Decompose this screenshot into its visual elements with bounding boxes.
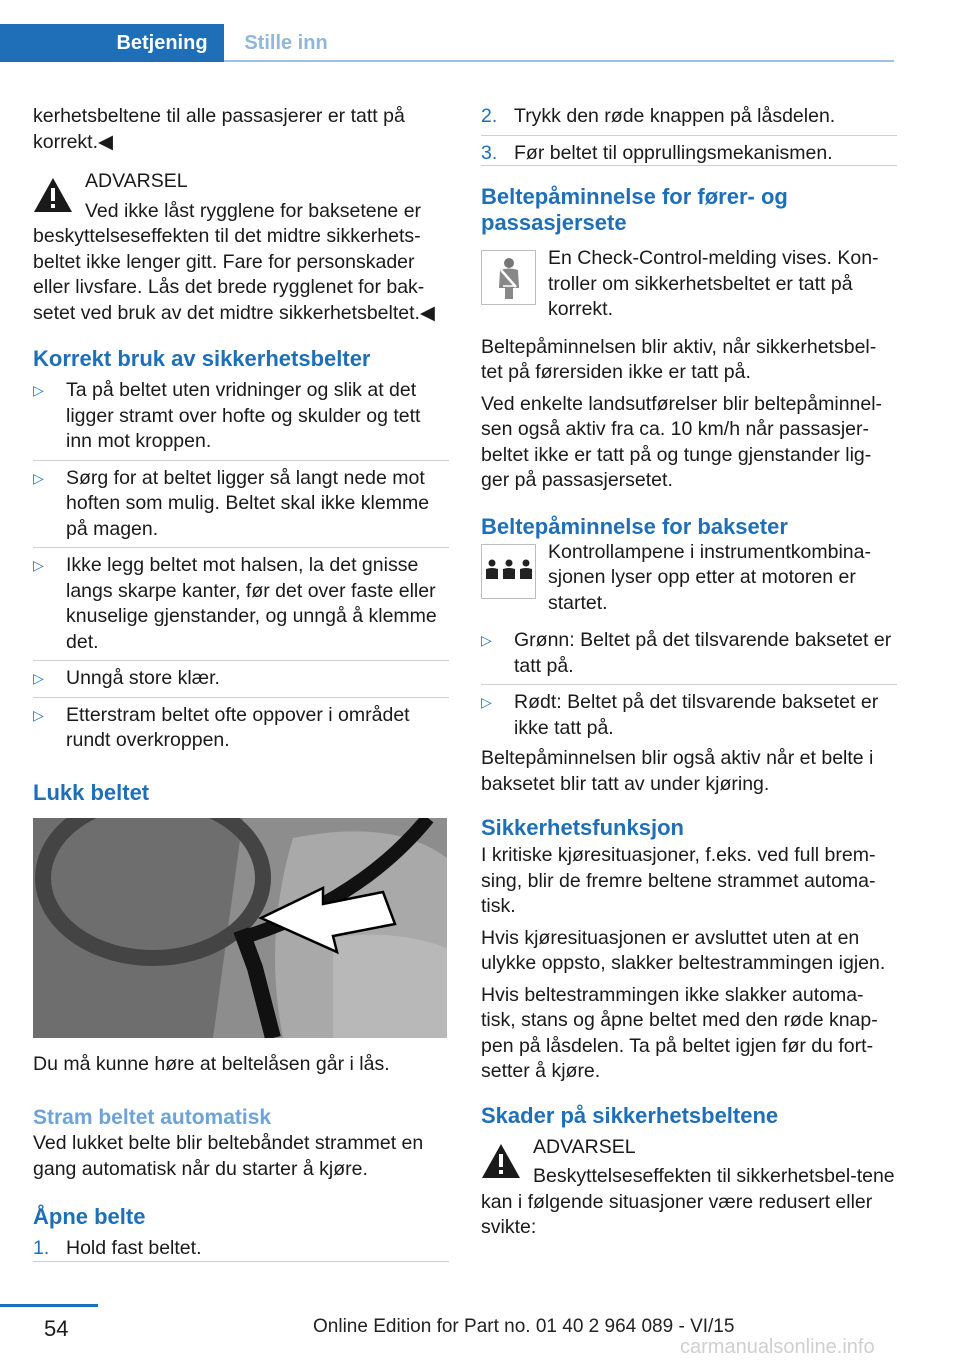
correct-use-list xyxy=(33,378,449,760)
warning-title: ADVARSEL xyxy=(85,170,188,192)
list-item: ▷ Rødt: Beltet på det tilsvarende baksetet er ikke tatt på. xyxy=(481,691,879,739)
list-item: ▷ Grønn: Beltet på det tilsvarende baksetet er tatt på. xyxy=(481,628,897,685)
rear-icon-block xyxy=(481,540,897,623)
watermark: carmanualsonline.info xyxy=(680,1336,875,1358)
rear-status-list xyxy=(481,628,897,741)
paragraph: Kontrollampene i instrumentkombina-sjonen lyser opp etter at motoren er startet. xyxy=(548,540,871,614)
list-item: ▷ Sørg for at beltet ligger så langt nede mot hoften som mulig. Beltet skal ikke klemme på magen. xyxy=(33,466,449,549)
triangle-bullet-icon: ▷ xyxy=(33,706,44,723)
triangle-bullet-icon: ▷ xyxy=(481,632,492,648)
warning-block xyxy=(481,1135,897,1161)
list-item: ▷ Unngå store klær. xyxy=(33,666,449,698)
paragraph: Beltepåminnelsen blir også aktiv når et belte i baksetet blir tatt av under kjøring. xyxy=(481,747,874,795)
section-heading-open-belt: Åpne belte xyxy=(33,1204,146,1229)
tab-betjening[interactable]: Betjening xyxy=(100,24,224,62)
edition-info: Online Edition for Part no. 01 40 2 964 089 - VI/15 xyxy=(313,1316,735,1337)
triangle-bullet-icon: ▷ xyxy=(33,382,44,398)
triangle-bullet-icon: ▷ xyxy=(33,557,44,573)
section-heading-safety-function: Sikkerhetsfunksjon xyxy=(481,815,684,840)
list-item: 1. Hold fast beltet. xyxy=(33,1236,449,1262)
list-item: 2. Trykk den røde knappen på låsdelen. xyxy=(481,104,897,136)
header-accent-bar xyxy=(0,24,100,62)
subsection-heading-auto-tighten: Stram beltet automatisk xyxy=(33,1106,272,1129)
open-steps-list xyxy=(33,1236,449,1262)
section-heading-front-reminder: Beltepåminnelse for fører- og passasjersete xyxy=(481,184,788,235)
paragraph: Ved enkelte landsutførelser blir beltepåminnel-sen også aktiv fra ca. 10 km/h når passasjer-beltet ikke er tatt på og tunge gjenstander lig-ger på passasjersetet. xyxy=(481,392,883,491)
warning-block xyxy=(33,169,449,195)
warning-text: Beskyttelseseffekten til sikkerhetsbel-tene kan i følgende situasjoner være redusert eller svikte: xyxy=(481,1165,895,1238)
list-item: ▷ Ta på beltet uten vridninger og slik at det ligger stramt over hofte og skulder og tett inn mot kroppen. xyxy=(33,378,449,461)
paragraph: Hvis beltestrammingen ikke slakker automa-tisk, stans og åpne beltet med den røde knap-pen på låsdelen. Ta på beltet igjen før du fort-setter å kjøre. xyxy=(481,983,878,1082)
warning-title: ADVARSEL xyxy=(533,1135,636,1158)
reminder-icon-block xyxy=(481,246,897,329)
warning-triangle-icon xyxy=(481,1143,521,1179)
rear-seatbelt-lamps-icon xyxy=(481,544,536,599)
paragraph: kerhetsbeltene til alle passasjerer er tatt på korrekt.◀ xyxy=(33,105,405,153)
paragraph: Ved lukket belte blir beltebåndet strammet en gang automatisk når du starter å kjøre. xyxy=(33,1132,424,1180)
step-number: 2. xyxy=(481,105,498,127)
page-number: 54 xyxy=(44,1316,69,1341)
list-item: 3. Før beltet til opprullingsmekanismen. xyxy=(481,141,897,167)
page-header xyxy=(0,0,960,62)
seatbelt-warning-icon xyxy=(481,250,536,305)
open-steps-list-continued xyxy=(481,104,897,166)
paragraph: Du må kunne høre at beltelåsen går i lås. xyxy=(33,1052,390,1075)
triangle-bullet-icon: ▷ xyxy=(481,694,492,710)
tab-stille-inn[interactable]: Stille inn xyxy=(244,32,328,54)
seatbelt-illustration xyxy=(33,818,447,1038)
section-heading-belt-damage: Skader på sikkerhetsbeltene xyxy=(481,1102,779,1128)
paragraph: Beltepåminnelsen blir aktiv, når sikkerhetsbel-tet på førersiden ikke er tatt på. xyxy=(481,335,877,383)
warning-triangle-icon xyxy=(33,177,73,213)
seatbelt-photo xyxy=(33,818,447,1038)
section-heading-correct-use: Korrekt bruk av sikkerhetsbelter xyxy=(33,346,371,371)
triangle-bullet-icon: ▷ xyxy=(33,670,44,686)
header-divider xyxy=(224,60,894,62)
section-heading-close-belt: Lukk beltet xyxy=(33,779,150,805)
section-heading-rear-reminder: Beltepåminnelse for bakseter xyxy=(481,513,788,539)
list-item: ▷ Etterstram beltet ofte oppover i området rundt overkroppen. xyxy=(33,703,410,751)
left-column xyxy=(33,104,449,1267)
triangle-bullet-icon: ▷ xyxy=(33,469,44,486)
paragraph: Hvis kjøresituasjonen er avsluttet uten at en ulykke oppsto, slakker beltestrammingen igjen. xyxy=(481,926,886,974)
step-number: 1. xyxy=(33,1237,50,1259)
paragraph: En Check-Control-melding vises. Kon-troller om sikkerhetsbeltet er tatt på korrekt. xyxy=(548,247,879,320)
right-column xyxy=(481,104,897,1247)
warning-text: Ved ikke låst rygglene for baksetene er beskyttelseseffekten til det midtre sikkerhets-beltet ikke lenger gitt. Fare for personskader eller livsfare. Lås det brede rygglenet for bak-setet ved bruk av det midtre sikkerhetsbeltet.◀ xyxy=(33,199,435,324)
step-number: 3. xyxy=(481,141,498,164)
paragraph: I kritiske kjøresituasjoner, f.eks. ved full brem-sing, blir de fremre beltene strammet automa-tisk. xyxy=(481,844,876,917)
footer-accent-line xyxy=(0,1304,98,1307)
list-item: ▷ Ikke legg beltet mot halsen, la det gnisse langs skarpe kanter, før det over faste eller knuselige gjenstander, og unngå å klemme det. xyxy=(33,553,449,661)
